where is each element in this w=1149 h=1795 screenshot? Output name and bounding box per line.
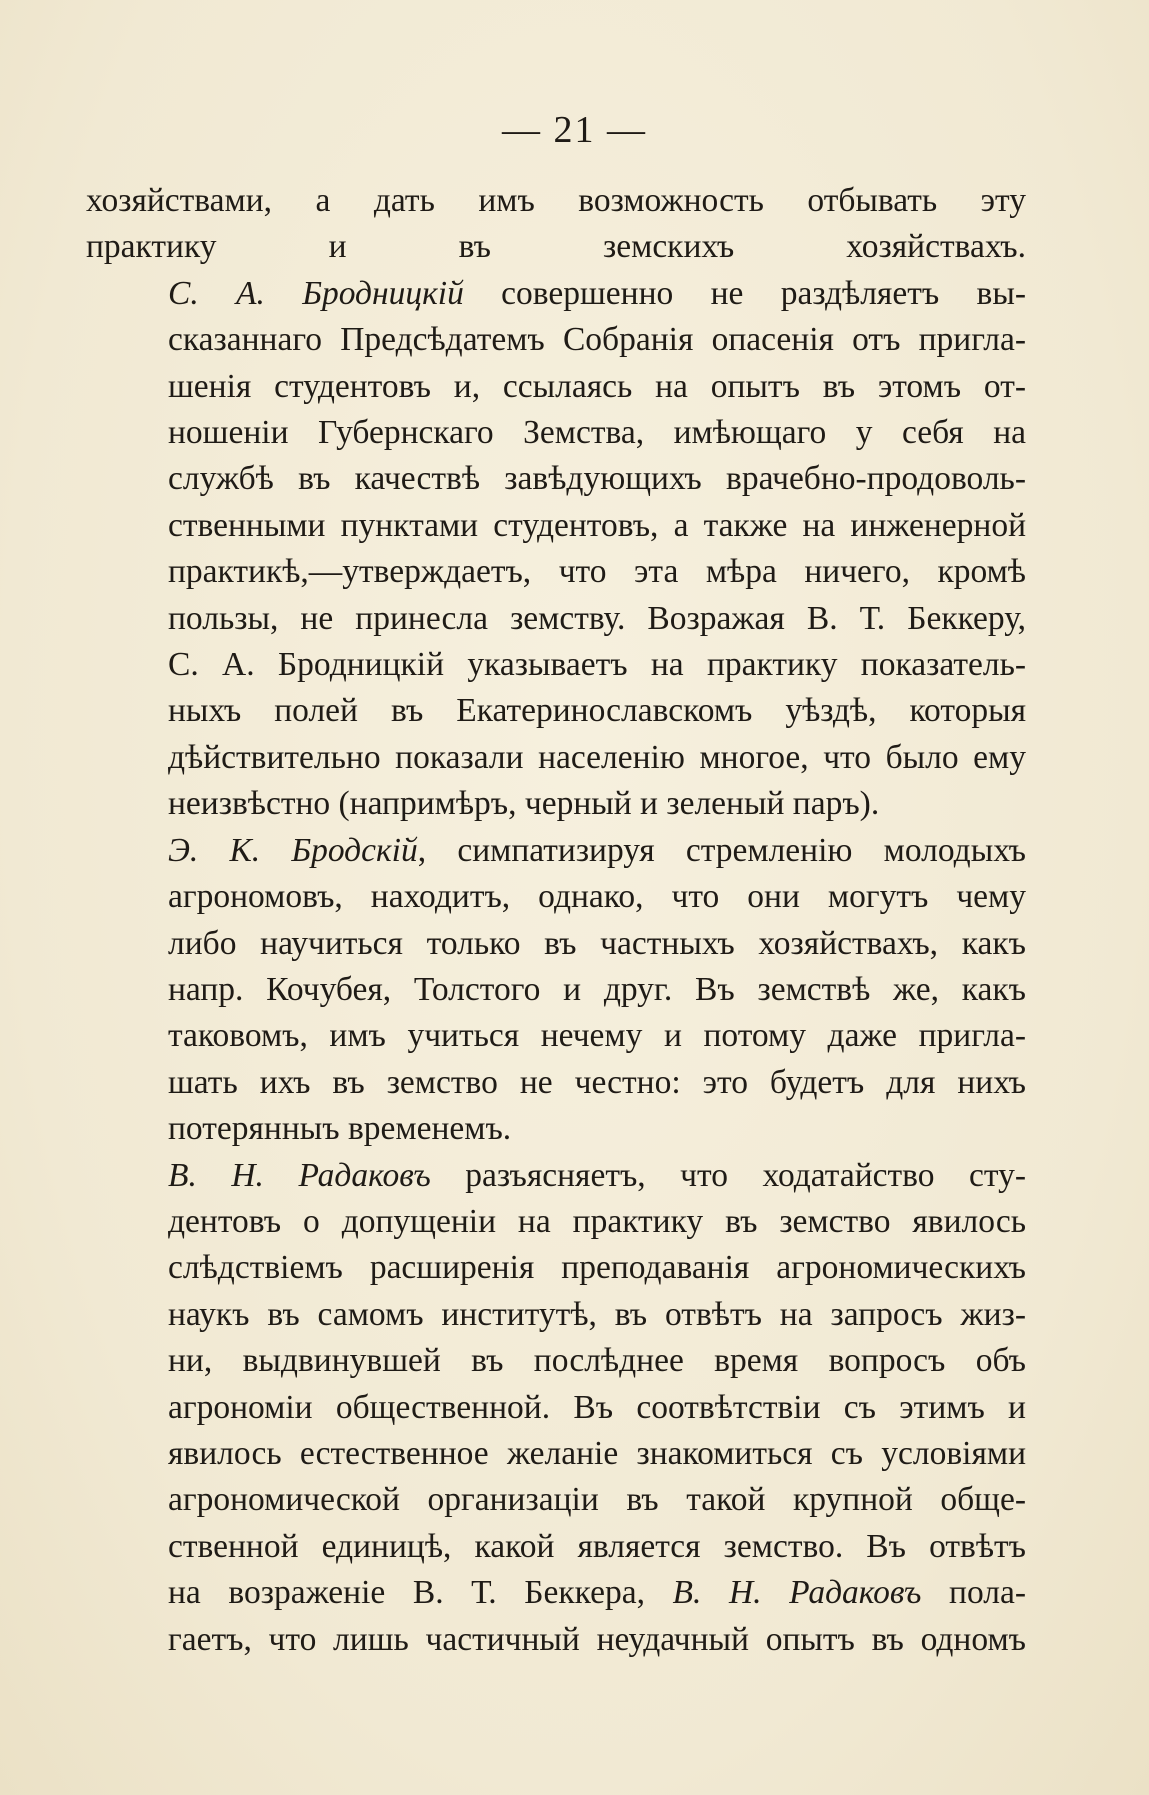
- line-text: ственной единицѣ, какой является земство. Въ отвѣтъ: [168, 1527, 1026, 1565]
- line-text: ни, выдвинувшей въ послѣднее время вопросъ объ: [168, 1342, 1026, 1380]
- line-text: таковомъ, имъ учиться нечему и потому даже пригла-: [168, 1017, 1026, 1055]
- line-text: ношеніи Губернскаго Земства, имѣющаго у себя на: [168, 414, 1026, 452]
- text-line: [86, 1292, 1026, 1338]
- line-text: ныхъ полей въ Екатеринославскомъ уѣздѣ, которыя: [168, 692, 1026, 730]
- line-text: совершенно не раздѣляетъ вы-: [463, 274, 1026, 312]
- text-line: [86, 317, 1026, 363]
- line-text: либо научиться только въ частныхъ хозяйствахъ, какъ: [168, 924, 1026, 962]
- text-line: [86, 1060, 1026, 1106]
- text-line: [86, 549, 1026, 595]
- text-line: [86, 642, 1026, 688]
- text-line: [86, 410, 1026, 456]
- text-line: [86, 781, 1026, 827]
- speaker-name: В. Н. Радаковъ: [672, 1574, 922, 1612]
- line-text: дентовъ о допущеніи на практику въ земство явилось: [168, 1202, 1026, 1240]
- line-text: , симпатизируя стремленію молодыхъ: [417, 831, 1026, 869]
- text-line: [86, 1013, 1026, 1059]
- text-line: [86, 271, 1026, 317]
- paragraph: [86, 178, 1026, 271]
- text-line: [86, 1477, 1026, 1523]
- text-line: [86, 1199, 1026, 1245]
- text-line: [86, 1617, 1026, 1663]
- text-line: [86, 874, 1026, 920]
- text-line: [86, 1570, 1026, 1616]
- paragraph: [86, 271, 1026, 828]
- line-text: С. А. Бродницкій указываетъ на практику показатель-: [168, 646, 1026, 684]
- text-line: [86, 688, 1026, 734]
- text-line: [86, 921, 1026, 967]
- text-line: [86, 503, 1026, 549]
- speaker-name: С. А. Бродницкій: [168, 274, 464, 312]
- text-line: [86, 1385, 1026, 1431]
- text-line: [86, 1153, 1026, 1199]
- line-text: неизвѣстно (напримѣръ, черный и зеленый паръ).: [168, 785, 880, 823]
- paragraph: [86, 1153, 1026, 1663]
- line-text: агрономовъ, находитъ, однако, что они могутъ чему: [168, 878, 1026, 916]
- line-text: на возраженіе В. Т. Беккера,: [168, 1574, 673, 1612]
- text-line: [86, 596, 1026, 642]
- page-number: — 21 —: [502, 109, 647, 151]
- line-text: шенія студентовъ и, ссылаясь на опытъ въ этомъ от-: [168, 367, 1026, 405]
- speaker-name: В. Н. Радаковъ: [168, 1156, 431, 1194]
- line-text: хозяйствами, а дать имъ возможность отбывать эту: [86, 182, 1026, 219]
- line-text: разъясняетъ, что ходатайство сту-: [430, 1156, 1026, 1194]
- text-line: [86, 456, 1026, 502]
- line-text: сказаннаго Предсѣдатемъ Собранія опасенія отъ пригла-: [168, 321, 1026, 359]
- text-line: [86, 828, 1026, 874]
- line-text: практикѣ,—утверждаетъ, что эта мѣра ничего, кромѣ: [168, 553, 1026, 591]
- line-text: ственными пунктами студентовъ, а также на инженерной: [168, 506, 1026, 544]
- line-text: службѣ въ качествѣ завѣдующихъ врачебно-продоволь-: [168, 460, 1026, 498]
- speaker-name: Э. К. Бродскій: [168, 831, 418, 869]
- line-text: напр. Кочубея, Толстого и друг. Въ земствѣ же, какъ: [168, 970, 1026, 1008]
- line-text: пользы, не принесла земству. Возражая В. Т. Беккеру,: [168, 599, 1026, 637]
- line-text: шать ихъ въ земство не честно: это будетъ для нихъ: [168, 1063, 1026, 1101]
- text-line: [86, 1245, 1026, 1291]
- line-text: практику и въ земскихъ хозяйствахъ.: [86, 228, 1026, 266]
- text-line: [86, 364, 1026, 410]
- text-line: [86, 967, 1026, 1013]
- text-line: [86, 1106, 1026, 1152]
- line-text: слѣдствіемъ расширенія преподаванія агрономическихъ: [168, 1249, 1026, 1287]
- body-text: [86, 178, 1026, 1663]
- text-line: [86, 178, 1026, 224]
- line-text: гаетъ, что лишь частичный неудачный опытъ въ одномъ: [168, 1620, 1026, 1658]
- line-text: агрономіи общественной. Въ соотвѣтствіи съ этимъ и: [168, 1388, 1026, 1426]
- text-line: [86, 1524, 1026, 1570]
- line-text: дѣйствительно показали населенію многое, что было ему: [168, 738, 1026, 776]
- line-text: агрономической организаціи въ такой крупной обще-: [168, 1481, 1026, 1519]
- text-line: [86, 1431, 1026, 1477]
- line-text: потерянныъ временемъ.: [168, 1110, 512, 1148]
- line-text: пола-: [921, 1574, 1026, 1612]
- line-text: явилось естественное желаніе знакомиться съ условіями: [168, 1434, 1026, 1472]
- line-text: наукъ въ самомъ институтѣ, въ отвѣтъ на запросъ жиз-: [168, 1295, 1026, 1333]
- paragraph: [86, 828, 1026, 1153]
- text-line: [86, 224, 1026, 270]
- text-line: [86, 1338, 1026, 1384]
- text-line: [86, 735, 1026, 781]
